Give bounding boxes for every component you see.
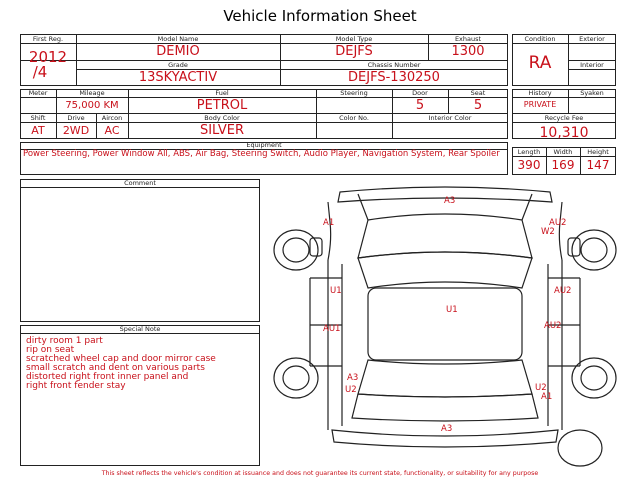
height-value: 147 (586, 158, 610, 172)
door-label: Door (412, 89, 428, 97)
damage-front: A3 (444, 196, 456, 206)
damage-left-rear-quarter: A3 (347, 373, 359, 383)
exterior-label: Exterior (579, 35, 605, 43)
recycle-fee-value: 10,310 (539, 125, 589, 141)
damage-right-rear-door: AU2 (544, 321, 562, 331)
windshield-outline (358, 252, 532, 288)
interior-color-label: Interior Color (428, 114, 472, 122)
damage-left-front-fender: A1 (323, 218, 335, 228)
chassis-number-label: Chassis Number (367, 61, 421, 69)
equipment-label: Equipment (246, 141, 282, 149)
right-rear-wheel (572, 358, 616, 398)
mileage-value: 75,000 KM (65, 100, 119, 111)
first-reg-month: /4 (32, 63, 48, 81)
width-value: 169 (551, 158, 575, 172)
mileage-label: Mileage (79, 89, 105, 97)
grade-label: Grade (168, 61, 188, 69)
damage-right-front-fender-2: W2 (541, 227, 555, 237)
door-value: 5 (415, 98, 425, 113)
length-label: Length (517, 148, 541, 156)
history-label: History (528, 89, 552, 97)
shift-value: AT (31, 124, 45, 137)
damage-right-front-fender: AU2 (549, 218, 567, 228)
right-front-wheel (572, 230, 616, 270)
left-front-wheel (274, 230, 318, 270)
disclaimer: This sheet reflects the vehicle's condition at issuance and does not guarantee its current state, functionality, or suitability for any purpose (101, 470, 539, 477)
model-name-label: Model Name (157, 35, 199, 43)
steering-label: Steering (340, 89, 368, 97)
shift-label: Shift (30, 114, 46, 122)
roof-outline (368, 288, 522, 360)
fuel-value: PETROL (196, 98, 248, 113)
model-type-value: DEJFS (335, 44, 373, 59)
aircon-value: AC (104, 124, 120, 137)
first-reg-year: 2012 (28, 48, 68, 66)
grade-value: 13SKYACTIV (138, 70, 218, 85)
spare-wheel (558, 430, 602, 466)
damage-right-rear-quarter-2: A1 (541, 392, 553, 402)
first-reg-label: First Reg. (32, 35, 64, 43)
left-rear-wheel (274, 358, 318, 398)
meter-label: Meter (28, 89, 48, 97)
drive-label: Drive (67, 114, 85, 122)
damage-right-front-door: AU2 (554, 286, 572, 296)
special-note-line: scratched wheel cap and door mirror case (26, 354, 216, 364)
width-label: Width (553, 148, 573, 156)
condition-value: RA (528, 53, 552, 73)
drive-value: 2WD (62, 124, 90, 137)
special-note-line: dirty room 1 part (26, 336, 103, 346)
damage-left-rear-door: AU1 (323, 324, 341, 334)
special-note-line: small scratch and dent on various parts (26, 363, 205, 373)
damage-rear: A3 (441, 424, 453, 434)
special-note-label: Special Note (119, 325, 161, 333)
damage-left-front-door: U1 (330, 286, 342, 296)
damage-roof: U1 (446, 305, 458, 315)
chassis-number-value: DEJFS-130250 (348, 70, 440, 85)
page-title: Vehicle Information Sheet (223, 7, 417, 25)
length-value: 390 (517, 158, 541, 172)
interior-label: Interior (580, 61, 604, 69)
comment-box (20, 179, 260, 322)
special-note-line: right front fender stay (26, 381, 126, 391)
seat-label: Seat (470, 89, 486, 97)
exhaust-label: Exhaust (454, 35, 482, 43)
rear-window-outline (358, 360, 532, 397)
body-color-value: SILVER (199, 123, 245, 138)
seat-value: 5 (473, 98, 483, 113)
aircon-label: Aircon (101, 114, 123, 122)
body-color-label: Body Color (204, 114, 240, 122)
condition-label: Condition (524, 35, 556, 43)
model-type-label: Model Type (335, 35, 373, 43)
equipment-value: Power Steering, Power Window All, ABS, Air Bag, Steering Switch, Audio Player, Navigation System, Rear Spoiler (23, 149, 500, 159)
damage-left-rear-quarter-2: U2 (345, 385, 357, 395)
special-note-line: rip on seat (26, 345, 75, 355)
exhaust-value: 1300 (451, 44, 485, 59)
height-label: Height (587, 148, 609, 156)
color-no-label: Color No. (339, 114, 369, 122)
special-note-line: distorted right front inner panel and (26, 372, 189, 382)
special-note-list (26, 337, 258, 391)
fuel-label: Fuel (215, 89, 229, 97)
history-value: PRIVATE (523, 100, 557, 109)
syaken-label: Syaken (580, 89, 604, 97)
recycle-fee-label: Recycle Fee (544, 114, 584, 122)
damage-right-rear-quarter: U2 (535, 383, 547, 393)
model-name-value: DEMIO (156, 44, 200, 59)
comment-label: Comment (124, 179, 156, 187)
